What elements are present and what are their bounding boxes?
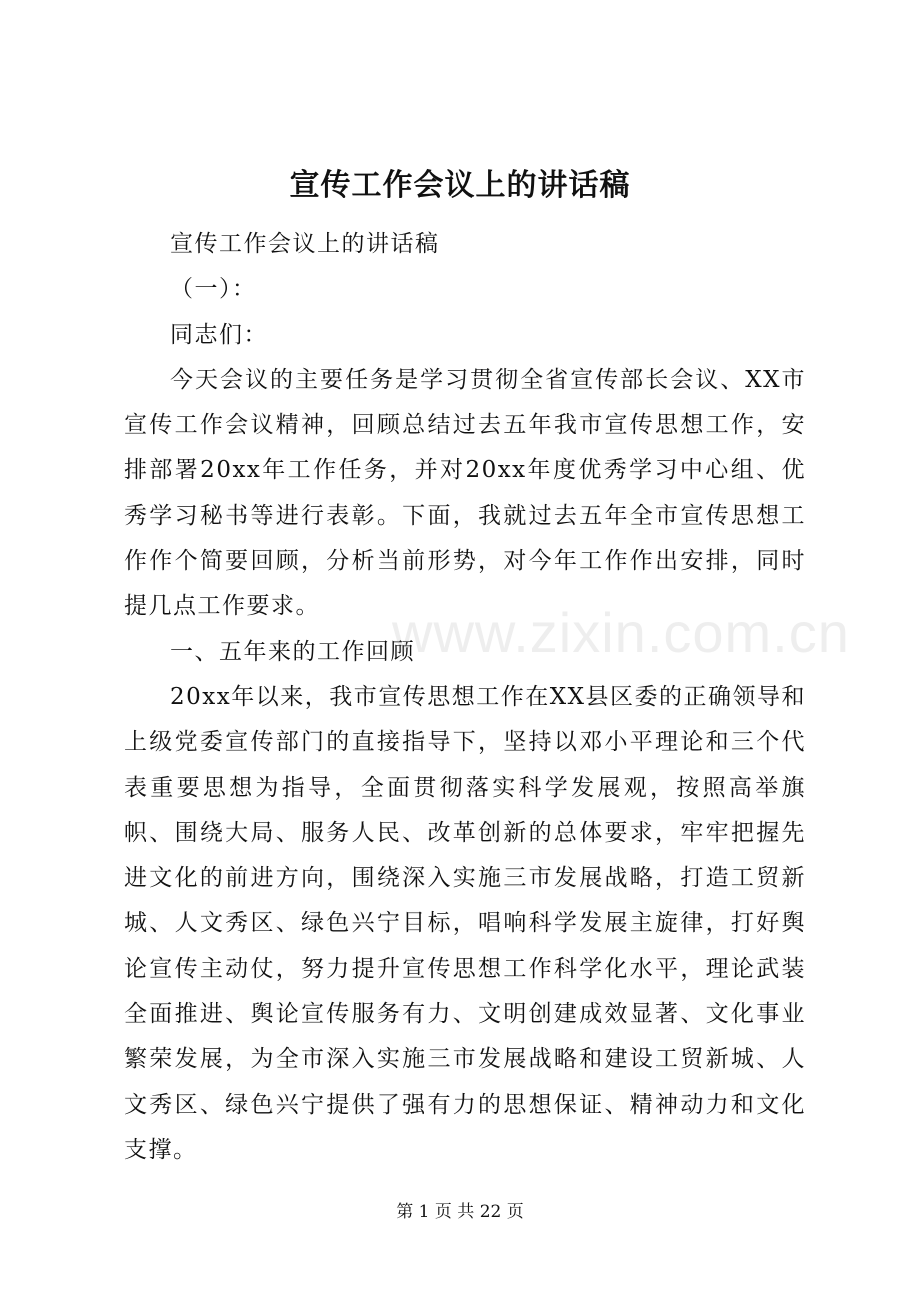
- document-body: [124, 222, 806, 1173]
- document-title: 宣传工作会议上的讲话稿: [289, 168, 631, 203]
- paragraph-salutation: 同志们：: [170, 321, 268, 348]
- watermark: www.zixin.com.cn: [392, 601, 850, 664]
- paragraph-subtitle: 宣传工作会议上的讲话稿: [170, 231, 440, 257]
- paragraph-review-body: 20xx年以来，我市宣传思想工作在XX县区委的正确领导和上级党委宣传部门的直接指导下，坚持以邓小平理论和三个代表重要思想为指导，全面贯彻落实科学发展观，按照高举旗帜、围绕大局、服务人民、改革创新的总体要求，牢牢把握先进文化的前进方向，围绕深入实施三市发展战略，打造工贸新城、人文秀区、绿色兴宁目标，唱响科学发展主旋律，打好舆论宣传主动仗，努力提升宣传思想工作科学化水平，理论武装全面推进、舆论宣传服务有力、文明创建成效显著、文化事业繁荣发展，为全市深入实施三市发展战略和建设工贸新城、人文秀区、绿色兴宁提供了强有力的思想保证、精神动力和文化支撑。: [124, 683, 806, 1163]
- page-footer: 第 1 页 共 22 页: [396, 1202, 524, 1222]
- paragraph-section-number: （一）：: [170, 276, 257, 303]
- paragraph-intro: 今天会议的主要任务是学习贯彻全省宣传部长会议、XX市宣传工作会议精神，回顾总结过去五年我市宣传思想工作，安排部署20xx年工作任务，并对20xx年度优秀学习中心组、优秀学习秘书等进行表彰。下面，我就过去五年全市宣传思想工作作个简要回顾，分析当前形势，对今年工作作出安排，同时提几点工作要求。: [124, 366, 806, 620]
- paragraph-heading-review: 一、五年来的工作回顾: [170, 638, 415, 665]
